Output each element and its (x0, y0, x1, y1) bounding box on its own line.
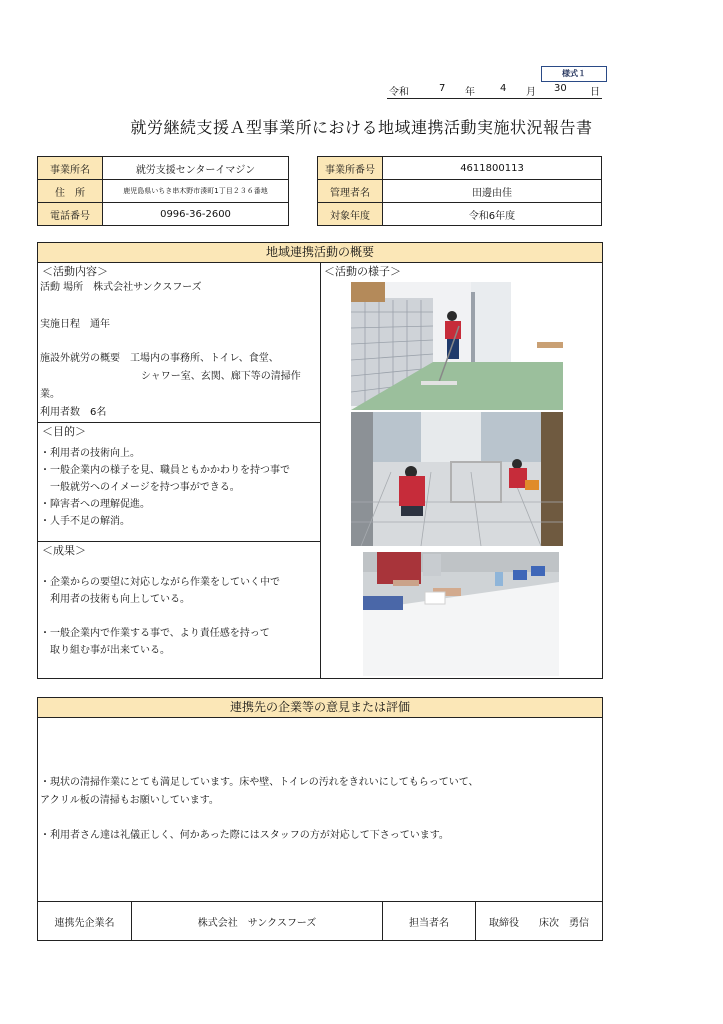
office-number-label: 事業所番号 (318, 157, 383, 180)
contact-value: 取締役 床次 勇信 (476, 902, 603, 941)
date-month: 4 (500, 83, 507, 94)
user-count: 利用者数 6名 (40, 407, 107, 418)
outline-line-3: 業。 (40, 389, 60, 400)
photo-corridor-mopping (351, 282, 563, 410)
target-year-value: 令和6年度 (383, 203, 602, 226)
manager-label: 管理者名 (318, 180, 383, 203)
list-item: ・障害者への理解促進。 (40, 499, 150, 510)
office-number-value: 4611800113 (383, 157, 602, 180)
list-spacer (40, 608, 280, 625)
contact-label: 担当者名 (383, 902, 476, 941)
overview-heading: 地域連携活動の概要 (38, 243, 602, 263)
photo-entrance-cleaning (351, 412, 563, 546)
column-divider (320, 262, 321, 678)
date-day-unit: 日 (590, 87, 600, 98)
manager-value: 田邊由佳 (383, 180, 602, 203)
partner-table (37, 901, 603, 941)
form-number-label: 様式１ (541, 66, 607, 82)
date-era: 令和 (389, 87, 409, 98)
results-heading: ＜成果＞ (42, 544, 86, 557)
overview-section (37, 242, 603, 679)
activity-schedule: 実施日程 通年 (40, 319, 110, 330)
facility-name-label: 事業所名 (38, 157, 103, 180)
list-item: 利用者の技術も向上している。 (40, 594, 190, 605)
list-item: ・人手不足の解消。 (40, 516, 130, 527)
purpose-heading: ＜目的＞ (42, 425, 86, 438)
partner-name-value: 株式会社 サンクスフーズ (132, 902, 383, 941)
outline-line-1: 施設外就労の概要 工場内の事務所、トイレ、食堂、 (40, 353, 279, 364)
opinion-line-2: アクリル板の清掃もお願いしています。 (40, 795, 219, 806)
list-item: ・一般企業内の様子を見、職員ともかかわりを持つ事で (40, 465, 290, 476)
scene-heading: ＜活動の様子＞ (324, 265, 401, 278)
purpose-list (40, 445, 290, 530)
list-item: ・企業からの要望に対応しながら作業をしていく中で (40, 577, 280, 588)
date-row (387, 82, 602, 99)
opinion-line-1: ・現状の清掃作業にとても満足しています。床や壁、トイレの汚れをきれいにしてもらっていて、 (40, 777, 479, 788)
activity-place: 活動 場所 株式会社サンクスフーズ (40, 282, 202, 293)
opinion-heading: 連携先の企業等の意見または評価 (38, 698, 602, 718)
list-item: ・利用者の技術向上。 (40, 448, 140, 459)
facility-info-table (37, 156, 289, 226)
target-year-label: 対象年度 (318, 203, 383, 226)
photo-table-wiping (363, 552, 559, 676)
facility-name-value: 就労支援センターイマジン (103, 157, 289, 180)
list-item: 取り組む事が出来ている。 (40, 645, 170, 656)
office-info-table (317, 156, 602, 226)
outline-line-2: シャワー室、玄関、廊下等の清掃作 (141, 371, 301, 382)
list-item: 一般就労へのイメージを持つ事ができる。 (40, 482, 240, 493)
opinion-line-3: ・利用者さん達は礼儀正しく、何かあった際にはスタッフの方が対応して下さっています。 (40, 830, 449, 841)
date-year-unit: 年 (465, 87, 475, 98)
date-day: 30 (554, 83, 567, 94)
results-list (40, 574, 280, 659)
address-value: 鹿児島県いちき串木野市湊町1丁目２３６番地 (103, 180, 289, 203)
address-label: 住 所 (38, 180, 103, 203)
list-item: ・一般企業内で作業する事で、より責任感を持って (40, 628, 270, 639)
phone-value: 0996-36-2600 (103, 203, 289, 226)
page-title: 就労継続支援Ａ型事業所における地域連携活動実施状況報告書 (130, 118, 593, 137)
partner-name-label: 連携先企業名 (38, 902, 132, 941)
content-heading: ＜活動内容＞ (42, 265, 108, 278)
date-month-unit: 月 (526, 87, 536, 98)
date-year: 7 (439, 83, 446, 94)
phone-label: 電話番号 (38, 203, 103, 226)
